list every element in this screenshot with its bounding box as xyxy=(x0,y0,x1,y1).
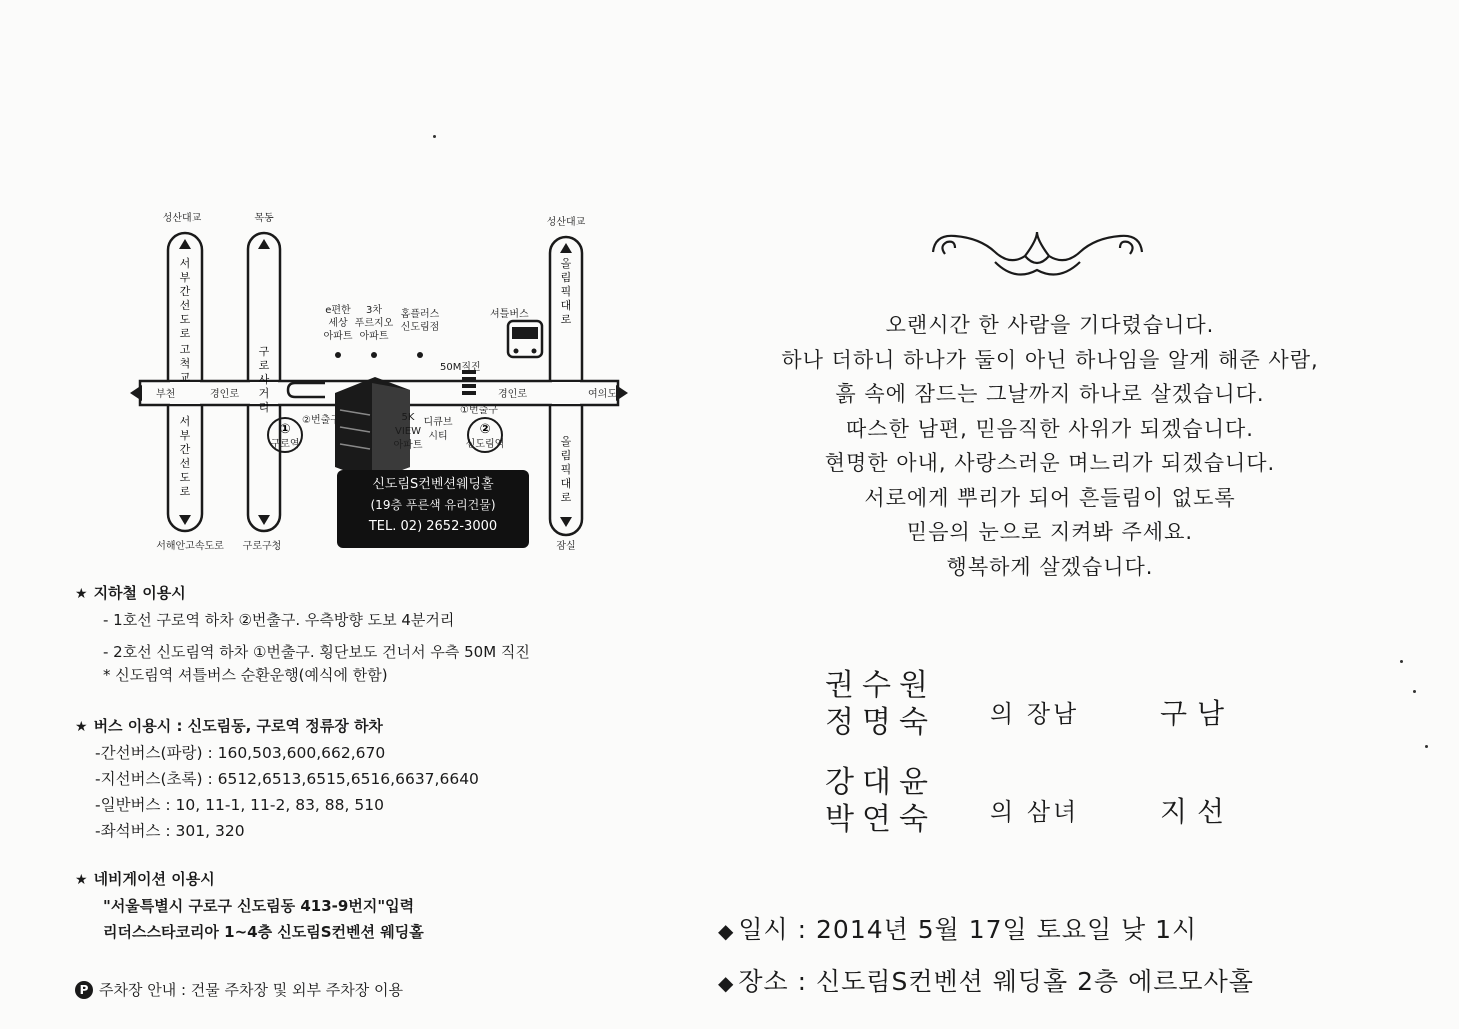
label-exit-right: ①번출구 xyxy=(460,405,498,416)
bride-name: 지선 xyxy=(1160,795,1235,828)
venue-info-box xyxy=(337,470,529,548)
map-label-bld-7: 디큐브 시티 xyxy=(423,417,453,442)
label-top-mid: 목동 xyxy=(254,213,274,224)
poem-line: 서로에게 뿌리가 되어 흔들림이 없도록 xyxy=(864,485,1236,510)
subway-line-1: - 1호선 구로역 하차 ②번출구. 우측방향 도보 4분거리 xyxy=(103,611,455,629)
arrow-down-icon xyxy=(179,515,191,525)
label-bld-5: 셔틀버스 xyxy=(490,309,529,320)
poem-line: 오랜시간 한 사람을 기다렸습니다. xyxy=(885,313,1215,337)
label-right-end: 여의도 xyxy=(588,389,617,400)
label-top-right: 성산대교 xyxy=(546,217,586,228)
bride-relation: 의 삼녀 xyxy=(990,798,1080,826)
event-date-text: 일시 : 2014년 5월 17일 토요일 낮 1시 xyxy=(738,915,1198,944)
poem-line: 흙 속에 잠드는 그날까지 하나로 살겠습니다. xyxy=(835,382,1265,406)
arrow-right-icon xyxy=(616,385,628,401)
subway-section xyxy=(75,580,530,685)
map-label-bld-1: e편한 세상 아파트 xyxy=(323,305,353,342)
poem-block xyxy=(700,308,1400,584)
star-icon: ★ xyxy=(75,872,88,888)
label-left-end: 부천 xyxy=(156,389,176,400)
shuttle-bus-icon xyxy=(508,321,542,357)
bus-line-3: -일반버스 : 10, 11-1, 11-2, 83, 88, 510 xyxy=(95,796,384,814)
bus-line-4: -좌석버스 : 301, 320 xyxy=(95,822,245,840)
station-left-label: 구로역 xyxy=(270,439,300,450)
bus-line-2: -지선버스(초록) : 6512,6513,6515,6516,6637,6640 xyxy=(95,770,479,788)
map-label-road-v1c: 서 부 간 선 도 로 xyxy=(179,415,191,498)
arrow-up-icon xyxy=(258,239,270,249)
label-bld-4: 50M직진 xyxy=(440,362,481,373)
diamond-icon: ◆ xyxy=(718,919,735,943)
groom-name: 구남 xyxy=(1160,697,1235,730)
groom-father: 권수원 xyxy=(825,668,936,703)
label-exit-left: ②번출구 xyxy=(302,415,340,426)
parking-text: 주차장 안내 : 건물 주차장 및 외부 주차장 이용 xyxy=(99,981,404,999)
poem-line: 현명한 아내, 사랑스러운 며느리가 되겠습니다. xyxy=(824,451,1276,475)
map-label-road-v1a: 서 부 간 선 도 로 xyxy=(179,257,191,340)
label-bottom-right: 잠실 xyxy=(556,541,576,552)
ornament-flourish-icon xyxy=(925,222,1150,292)
poem-line: 행복하게 살겠습니다. xyxy=(946,554,1154,579)
groom-mother: 정명숙 xyxy=(825,705,936,740)
label-bottom-mid: 구로구청 xyxy=(242,541,282,552)
label-road-gyeongin: 경인로 xyxy=(210,389,239,400)
map-label-road-v1b: 고 척 교 xyxy=(179,343,191,384)
groom-relation: 의 장남 xyxy=(990,700,1080,728)
venue-name: 신도림S컨벤션웨딩홀 xyxy=(372,477,494,492)
map-label-road-v2: 구 로 사 거 리 xyxy=(258,345,270,414)
arrow-down-icon xyxy=(560,517,572,527)
bride-father: 강대윤 xyxy=(825,765,936,800)
poem-line: 믿음의 눈으로 지켜봐 주세요. xyxy=(906,520,1194,544)
arrow-up-icon xyxy=(179,239,191,249)
map-label-bld-6: 5K VIEW 아파트 xyxy=(393,412,423,451)
navi-section xyxy=(75,866,424,945)
star-icon: ★ xyxy=(75,586,88,602)
bus-title: 버스 이용시 : 신도림동, 구로역 정류장 하차 xyxy=(93,717,383,735)
subway-title: 지하철 이용시 xyxy=(93,584,186,602)
label-top-left: 성산대교 xyxy=(162,213,202,224)
star-icon: ★ xyxy=(75,719,88,735)
subway-note: * 신도림역 셔틀버스 순환운행(예식에 한함) xyxy=(103,666,388,684)
label-bottom-left: 서해안고속도로 xyxy=(156,541,224,552)
subway-line-2: - 2호선 신도림역 하차 ①번출구. 횡단보도 건너서 우측 50M 직진 xyxy=(103,643,530,661)
parking-icon: P xyxy=(75,981,93,999)
venue-tel: TEL. 02) 2652-3000 xyxy=(368,519,498,534)
bus-line-1: -간선버스(파랑) : 160,503,600,662,670 xyxy=(95,744,386,762)
event-place-text: 장소 : 신도림S컨벤션 웨딩홀 2층 에르모사홀 xyxy=(738,967,1254,996)
poem-line: 따스한 남편, 믿음직한 사위가 되겠습니다. xyxy=(846,416,1254,441)
bride-mother: 박연숙 xyxy=(825,802,936,837)
bus-section xyxy=(75,713,479,844)
svg-text:①: ① xyxy=(279,422,291,437)
station-right-label: 신도림역 xyxy=(465,439,505,450)
navi-title: 네비게이션 이용시 xyxy=(93,870,215,888)
label-road-sinjeong: 경인로 xyxy=(498,389,527,400)
event-date xyxy=(718,910,1197,946)
arrow-left-icon xyxy=(130,385,142,401)
navi-line-1: "서울특별시 구로구 신도림동 413-9번지"입력 xyxy=(103,897,415,915)
navi-line-2: 리더스스타코리아 1~4층 신도림S컨벤션 웨딩홀 xyxy=(103,923,424,941)
event-place xyxy=(718,962,1254,998)
map-label-bld-3: 홈플러스 신도림점 xyxy=(400,309,440,333)
venue-note: (19층 푸른색 유리건물) xyxy=(370,498,496,512)
map-label-bld-2: 3차 푸르지오 아파트 xyxy=(354,305,394,342)
map-label-road-v3a: 올 림 픽 대 로 xyxy=(560,257,572,326)
poem-line: 하나 더하니 하나가 둘이 아닌 하나임을 알게 해준 사람, xyxy=(781,347,1319,372)
map-label-road-v3b: 올 림 픽 대 로 xyxy=(560,435,572,504)
arrow-down-icon xyxy=(258,515,270,525)
svg-text:②: ② xyxy=(479,422,491,437)
arrow-up-icon xyxy=(560,243,572,253)
parking-section xyxy=(75,977,403,1003)
diamond-icon: ◆ xyxy=(718,971,735,995)
